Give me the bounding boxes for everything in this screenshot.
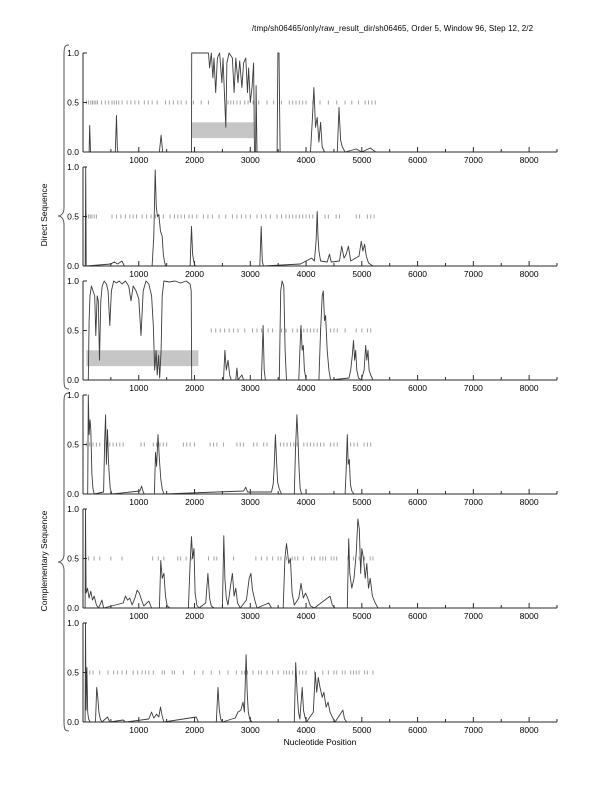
y-tick-label: 1.0 bbox=[67, 390, 79, 400]
y-tick-label: 0.5 bbox=[67, 439, 79, 450]
codon-markers bbox=[86, 443, 370, 447]
plot-panel-complementary-3 bbox=[55, 618, 600, 736]
plot-panel-complementary-1 bbox=[55, 390, 600, 508]
y-tick-label: 0.5 bbox=[67, 97, 79, 108]
panel-axes bbox=[83, 623, 557, 722]
y-tick-label: 0.0 bbox=[67, 375, 79, 385]
x-tick-label: 6000 bbox=[408, 725, 428, 735]
y-tick-label: 0.0 bbox=[67, 603, 79, 613]
x-tick-label: 1000 bbox=[129, 383, 149, 393]
y-tick-label: 1.0 bbox=[67, 504, 79, 514]
y-tick-label: 1.0 bbox=[67, 618, 79, 628]
x-tick-label: 4000 bbox=[296, 725, 316, 735]
x-tick-label: 6000 bbox=[408, 269, 428, 279]
x-tick-label: 8000 bbox=[519, 383, 539, 393]
x-tick-label: 5000 bbox=[352, 497, 372, 507]
y-tick-label: 0.0 bbox=[67, 261, 79, 271]
x-tick-label: 5000 bbox=[352, 155, 372, 165]
x-tick-label: 2000 bbox=[185, 383, 204, 393]
x-tick-label: 7000 bbox=[463, 155, 483, 165]
plot-panel-direct-1 bbox=[55, 48, 600, 166]
y-tick-label: 0.0 bbox=[67, 717, 79, 727]
x-tick-label: 7000 bbox=[463, 497, 483, 507]
x-tick-label: 2000 bbox=[185, 269, 204, 279]
probability-curve bbox=[83, 167, 557, 266]
y-tick-label: 0.5 bbox=[67, 211, 79, 222]
x-tick-label: 3000 bbox=[240, 611, 260, 621]
panel-axes bbox=[83, 395, 557, 494]
x-tick-label: 1000 bbox=[129, 497, 149, 507]
x-tick-label: 4000 bbox=[296, 497, 316, 507]
y-tick-label: 0.5 bbox=[67, 325, 79, 336]
probability-curve bbox=[83, 281, 557, 380]
x-tick-label: 8000 bbox=[519, 155, 539, 165]
x-tick-label: 5000 bbox=[352, 725, 372, 735]
y-tick-label: 1.0 bbox=[67, 162, 79, 172]
y-tick-label: 0.0 bbox=[67, 489, 79, 499]
plot-panel-complementary-2 bbox=[55, 504, 600, 622]
x-tick-label: 3000 bbox=[240, 269, 260, 279]
codon-markers bbox=[211, 329, 370, 333]
x-tick-label: 2000 bbox=[185, 611, 204, 621]
x-tick-label: 8000 bbox=[519, 497, 539, 507]
figure-title: /tmp/sh06465/only/raw_result_dir/sh06465, Order 5, Window 96, Step 12, 2/2 bbox=[251, 24, 534, 33]
x-tick-label: 1000 bbox=[129, 155, 149, 165]
x-tick-label: 1000 bbox=[129, 725, 149, 735]
x-tick-label: 2000 bbox=[185, 497, 204, 507]
predicted-gene-box bbox=[86, 350, 198, 366]
probability-curve bbox=[83, 623, 557, 722]
codon-markers bbox=[86, 101, 375, 105]
y-tick-label: 0.5 bbox=[67, 553, 79, 564]
x-tick-label: 7000 bbox=[463, 725, 483, 735]
codon-markers bbox=[89, 557, 373, 561]
plot-panel-direct-2 bbox=[55, 162, 600, 280]
codon-markers bbox=[86, 215, 374, 219]
x-tick-label: 6000 bbox=[408, 497, 428, 507]
complementary-sequence-label: Complementary Sequence bbox=[39, 510, 49, 612]
x-tick-label: 8000 bbox=[519, 725, 539, 735]
x-tick-label: 6000 bbox=[408, 155, 428, 165]
direct-sequence-label: Direct Sequence bbox=[39, 183, 49, 247]
x-tick-label: 5000 bbox=[352, 611, 372, 621]
x-tick-label: 1000 bbox=[129, 611, 149, 621]
x-tick-label: 7000 bbox=[463, 269, 483, 279]
x-tick-label: 1000 bbox=[129, 269, 149, 279]
x-axis-label: Nucleotide Position bbox=[283, 737, 357, 747]
x-tick-label: 4000 bbox=[296, 155, 316, 165]
y-tick-label: 1.0 bbox=[67, 48, 79, 58]
x-tick-label: 6000 bbox=[408, 611, 428, 621]
x-tick-label: 3000 bbox=[240, 383, 260, 393]
probability-curve bbox=[83, 395, 557, 494]
x-tick-label: 5000 bbox=[352, 269, 372, 279]
x-tick-label: 7000 bbox=[463, 383, 483, 393]
y-tick-label: 1.0 bbox=[67, 276, 79, 286]
x-tick-label: 2000 bbox=[185, 155, 204, 165]
x-tick-label: 4000 bbox=[296, 611, 316, 621]
codon-markers bbox=[86, 671, 373, 675]
x-tick-label: 2000 bbox=[185, 725, 204, 735]
x-tick-label: 8000 bbox=[519, 269, 539, 279]
y-tick-label: 0.5 bbox=[67, 667, 79, 678]
x-tick-label: 8000 bbox=[519, 611, 539, 621]
y-tick-label: 0.0 bbox=[67, 147, 79, 157]
x-tick-label: 4000 bbox=[296, 383, 316, 393]
x-tick-label: 3000 bbox=[240, 155, 260, 165]
x-tick-label: 6000 bbox=[408, 383, 428, 393]
x-tick-label: 7000 bbox=[463, 611, 483, 621]
x-tick-label: 4000 bbox=[296, 269, 316, 279]
x-tick-label: 3000 bbox=[240, 725, 260, 735]
plot-panel-direct-3 bbox=[55, 276, 600, 394]
x-tick-label: 3000 bbox=[240, 497, 260, 507]
predicted-gene-box bbox=[192, 122, 254, 138]
x-tick-label: 5000 bbox=[352, 383, 372, 393]
